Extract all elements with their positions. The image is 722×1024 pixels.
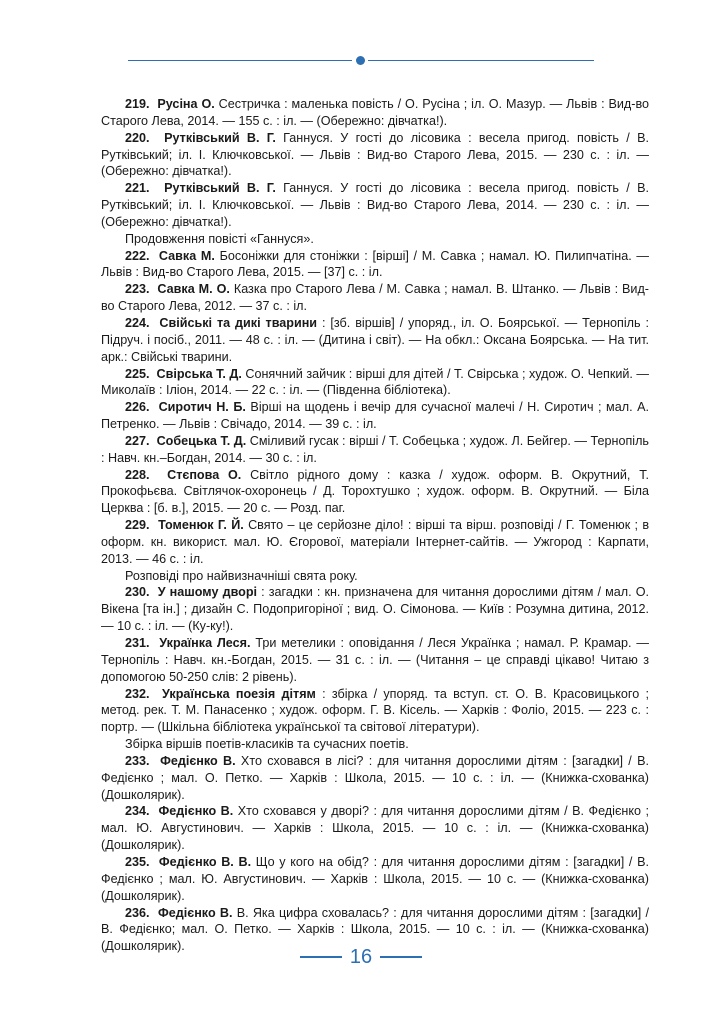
bibliography-entry: [101, 281, 649, 315]
bibliography-entry: [101, 803, 649, 854]
entry-note: Продовження повісті «Ганнуся».: [125, 231, 314, 246]
entry-number: 222.: [125, 248, 150, 263]
entry-description: Ганнуся. У гості до лісовика : весела пригод. повість / В. Рутківський; іл. І. Ключковської. — Львів : Вид-во Старого Лева, 2014. — 230 с. : іл. — (Обережно: дівчатка!).: [101, 181, 649, 229]
entry-description: Що у кого на обід? : для читання дорослими дітям : [загадки] / В. Федієнко ; мал. Ю. Августинович. — Харків : Школа, 2015. — 10 с. — (Книжка-схованка) (Дошколярик).: [101, 854, 649, 903]
bibliography-entry: [101, 248, 649, 282]
entry-author: Собецька Т. Д.: [156, 433, 247, 448]
entry-description: Сміливий гусак : вірші / Т. Собецька ; худож. Л. Бейгер. — Тернопіль : Навч. кн.–Богдан, 2014. — 30 с. : іл.: [101, 433, 649, 465]
header-dot: [356, 56, 365, 65]
entry-description: Босоніжки для стоніжки : [вірші] / М. Савка ; намал. Ю. Пилипчатіна. — Львів : Вид-во Старого Лева, 2015. — [37] с. : іл.: [101, 248, 650, 280]
entry-number: 236.: [125, 905, 150, 920]
header-rule-right: [368, 60, 594, 61]
entry-description: : загадки : кн. призначена для читання дорослими дітям / мал. О. Вікена [та ін.] ; дизайн С. Подопригоріної ; вид. О. Сімонова. — Київ : Розумна дитина, 2012. — 10 с. : іл. — (Ку-ку!).: [101, 585, 650, 634]
header-ornament: [128, 58, 594, 63]
page-number: 16: [349, 946, 373, 968]
entry-number: 223.: [125, 282, 150, 297]
entry-description: Три метелики : оповідання / Леся Українка ; намал. Р. Крамар. — Тернопіль : Навч. кн.-Богдан, 2015. — 31 с. : іл. — (Читання – це справді цікаво! Читаю з допомогою 50-250 слів: 2 рівень).: [101, 636, 649, 684]
entry-description: Світло рідного дому : казка / худож. оформ. В. Окрутний, Т. Прокофьєва. Світлячок-охоронець / Д. Торохтушко ; худож. оформ. В. Окрутний. — Біла Церква : [б. в.], 2015. — 20 с. — Розд. паг.: [101, 467, 649, 516]
bibliography-list: [101, 96, 649, 955]
entry-number: 234.: [125, 804, 150, 819]
entry-author: Савка М.: [158, 248, 215, 263]
footer-rule-left: [300, 956, 342, 958]
entry-description: : [зб. віршів] / упоряд., іл. О. Боярської. — Тернопіль : Підруч. і посіб., 2011. — 48 с. : іл. — (Дитина і світ). — На обкл.: Оксана Боярська. — На тит. арк.: Свійські тварини.: [101, 315, 649, 364]
entry-author: Українка Леся.: [159, 636, 251, 650]
entry-number: 233.: [125, 753, 150, 768]
entry-author: Томенюк Г. Й.: [158, 518, 244, 533]
entry-author: Рутківський В. Г.: [164, 181, 276, 196]
footer-rule-right: [380, 956, 422, 958]
bibliography-entry: [101, 180, 649, 231]
entry-author: Свійські та дикі тварини: [159, 315, 318, 330]
entry-description: Ганнуся. У гості до лісовика : весела пригод. повість / В. Рутківський; іл. І. Ключковської. — Львів : Вид-во Старого Лева, 2015. — 230 с. : іл. — (Обережно: дівчатка!).: [101, 130, 649, 179]
entry-number: 226.: [125, 400, 150, 415]
page-footer: [300, 945, 422, 969]
bibliography-entry: [101, 686, 649, 737]
bibliography-entry: [101, 130, 649, 181]
entry-author: Федієнко В.: [158, 804, 234, 819]
entry-number: 228.: [125, 467, 150, 482]
bibliography-entry: [101, 584, 649, 635]
entry-description: Сонячний зайчик : вірші для дітей / Т. Свірська ; худож. О. Чепкий. — Миколаїв : Іліон, 2014. — 22 с. : іл. — (Південна бібліотека).: [101, 366, 650, 398]
bibliography-entry: [101, 635, 649, 686]
entry-description: Вірші на щодень і вечір для сучасної малечі / Н. Сиротич ; мал. А. Петренко. — Львів : Свічадо, 2014. — 39 с. : іл.: [101, 400, 649, 432]
entry-description: : збірка / упоряд. та вступ. ст. О. В. Красовицького ; метод. рек. Т. М. Панасенко ; худож. оформ. Г. В. Кісель. — Харків : Фоліо, 2015. — 223 с. : портр. — (Шкільна бібліотека української та світової літератури).: [101, 686, 649, 735]
entry-number: 231.: [125, 636, 150, 650]
bibliography-entry: [101, 854, 649, 905]
entry-number: 221.: [125, 181, 150, 196]
entry-number: 219.: [125, 97, 150, 111]
entry-description: Свято – це серйозне діло! : вірші та вірш. розповіді / Г. Томенюк ; в оформ. кн. використ. мал. Ю. Єгорової, матеріали Інтернет-сайтів. — Ужгород : Карпати, 2013. — 46 с. : іл.: [101, 518, 650, 566]
bibliography-entry: [101, 399, 649, 433]
entry-author: Стєпова О.: [167, 467, 242, 482]
entry-author: Рутківський В. Г.: [164, 130, 276, 145]
entry-number: 235.: [125, 854, 150, 869]
entry-author: Українська поезія дітям: [162, 686, 316, 701]
bibliography-entry: [101, 315, 649, 366]
entry-number: 220.: [125, 130, 150, 145]
entry-number: 227.: [125, 433, 150, 448]
entry-note: Збірка віршів поетів-класиків та сучасних поетів.: [125, 737, 409, 752]
entry-author: Савка М. О.: [157, 282, 230, 297]
entry-author: Федієнко В. В.: [158, 854, 252, 869]
entry-author: Свірська Т. Д.: [156, 366, 242, 381]
entry-author: Русіна О.: [157, 97, 215, 111]
entry-number: 232.: [125, 686, 150, 701]
bibliography-entry: [101, 433, 649, 467]
entry-number: 230.: [125, 585, 150, 600]
entry-number: 225.: [125, 366, 150, 381]
entry-number: 224.: [125, 315, 150, 330]
bibliography-entry: [101, 517, 649, 568]
entry-note: Розповіді про найвизначніші свята року.: [125, 568, 358, 583]
entry-description: В. Яка цифра сховалась? : для читання дорослими дітям : [загадки] / В. Федієнко; мал. О. Петко. — Харків : Школа, 2015. — 10 с. : іл. — (Книжка-схованка) (Дошколярик).: [101, 905, 650, 954]
entry-description: Сестричка : маленька повість / О. Русіна ; іл. О. Мазур. — Львів : Вид-во Старого Лева, 2014. — 155 с. : іл. — (Обережно: дівчатка!).: [101, 97, 650, 128]
bibliography-entry: [101, 753, 649, 804]
entry-author: Сиротич Н. Б.: [158, 400, 246, 415]
entry-author: Федієнко В.: [158, 905, 233, 920]
entry-description: Казка про Старого Лева / М. Савка ; намал. В. Штанко. — Львів : Вид-во Старого Лева, 2012. — 37 с. : іл.: [101, 282, 650, 314]
bibliography-entry: [101, 467, 649, 518]
entry-description: Хто сховався у дворі? : для читання дорослими дітям / В. Федієнко ; мал. Ю. Августинович. — Харків : Школа, 2015. — 10 с. : іл. — (Книжка-схованка) (Дошколярик).: [101, 804, 649, 853]
bibliography-entry: [101, 366, 649, 400]
entry-author: Федієнко В.: [160, 753, 236, 768]
entry-description: Хто сховався в лісі? : для читання дорослими дітям : [загадки] / В. Федієнко ; мал. О. Петко. — Харків : Школа, 2015. — 10 с. : іл. — (Книжка-схованка) (Дошколярик).: [101, 753, 649, 802]
bibliography-entry: [101, 96, 649, 130]
entry-author: У нашому дворі: [157, 585, 258, 600]
entry-number: 229.: [125, 518, 150, 533]
header-rule-left: [128, 60, 352, 61]
